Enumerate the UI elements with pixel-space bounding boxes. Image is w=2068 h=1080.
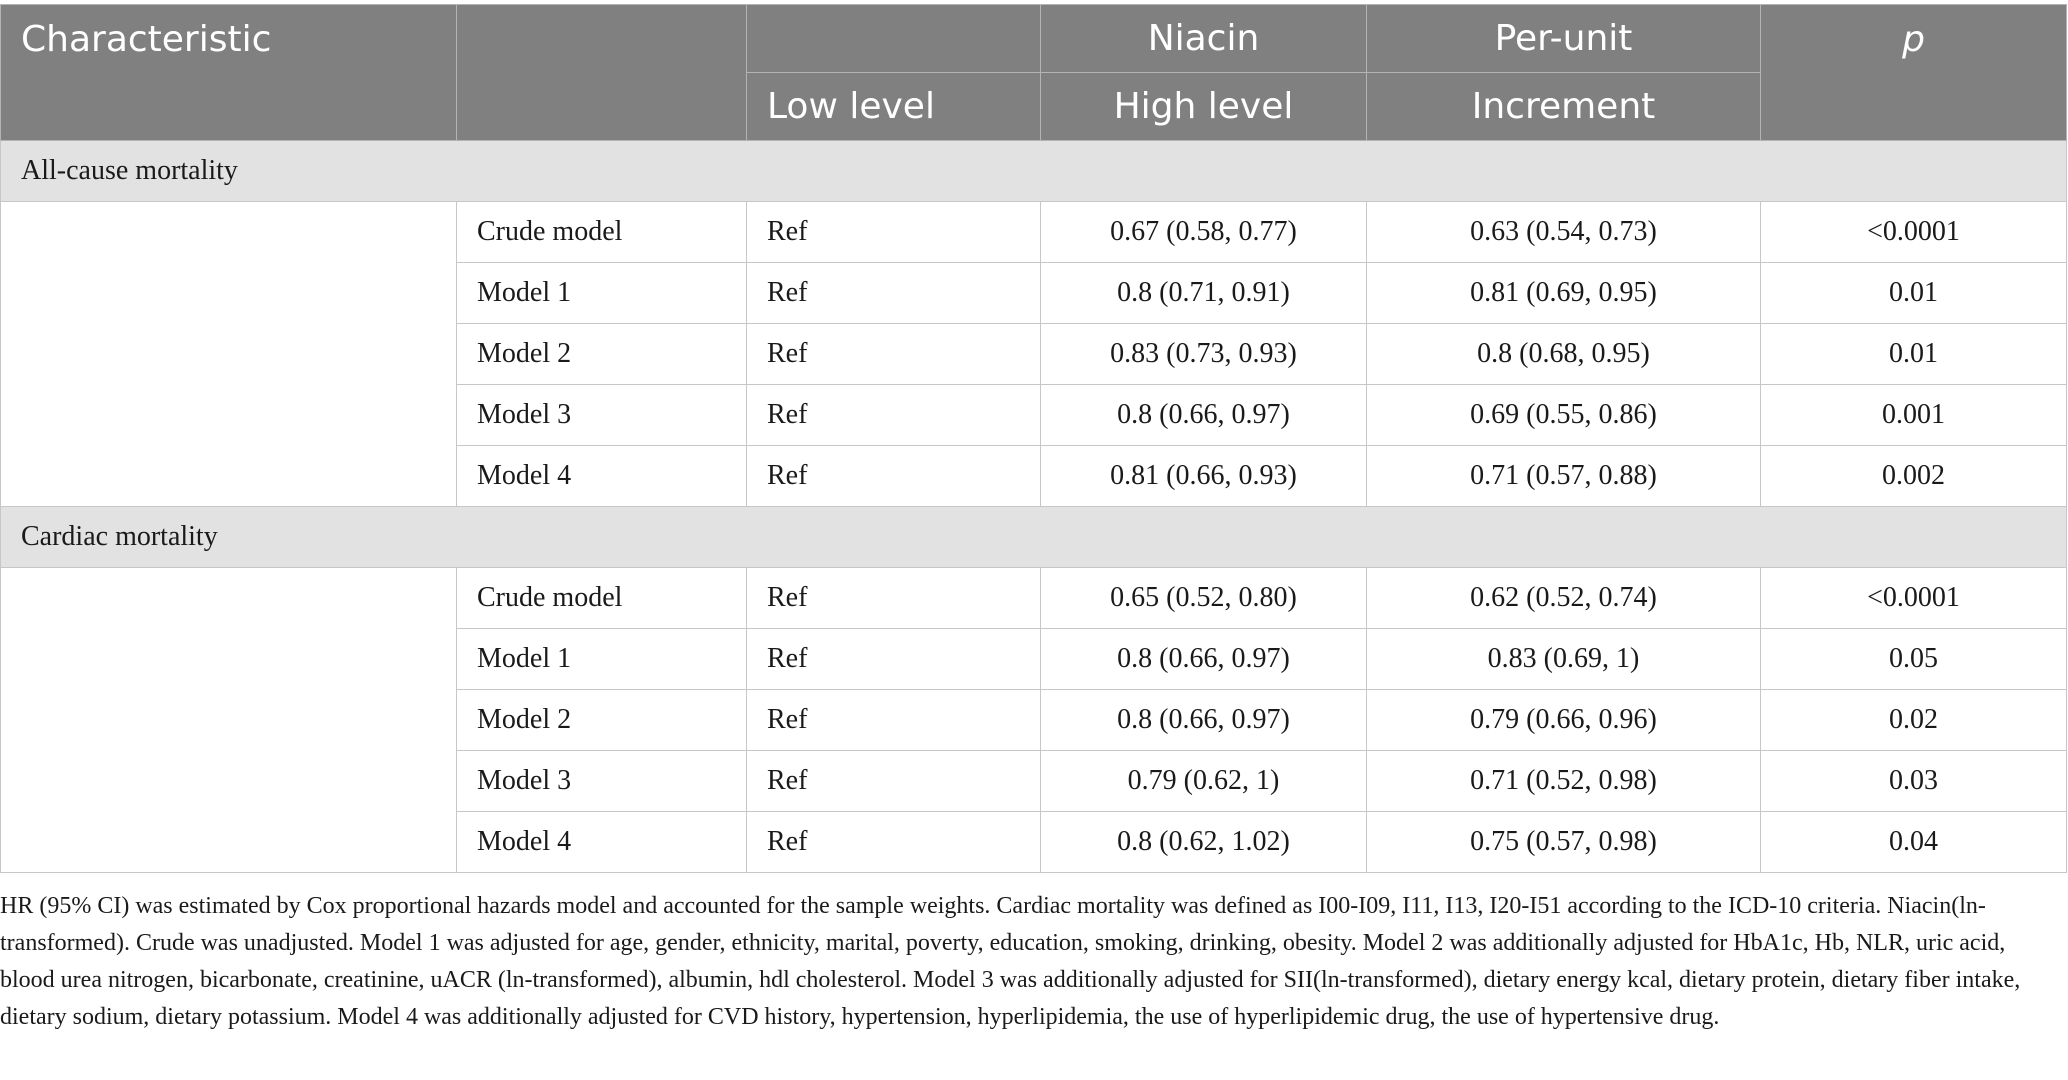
section-row	[1, 141, 2067, 202]
increment-cell: 0.81 (0.69, 0.95)	[1367, 263, 1761, 324]
model-cell: Crude model	[457, 568, 747, 629]
p-value-cell: 0.01	[1761, 324, 2067, 385]
increment-cell: 0.79 (0.66, 0.96)	[1367, 690, 1761, 751]
high-level-cell: 0.8 (0.62, 1.02)	[1041, 812, 1367, 873]
p-value-cell: 0.002	[1761, 446, 2067, 507]
header-high-level: High level	[1041, 73, 1367, 141]
table-body	[1, 141, 2067, 873]
p-value-cell: 0.02	[1761, 690, 2067, 751]
header-increment: Increment	[1367, 73, 1761, 141]
low-level-cell: Ref	[747, 324, 1041, 385]
section-title: Cardiac mortality	[1, 507, 2067, 568]
high-level-cell: 0.65 (0.52, 0.80)	[1041, 568, 1367, 629]
increment-cell: 0.62 (0.52, 0.74)	[1367, 568, 1761, 629]
low-level-cell: Ref	[747, 202, 1041, 263]
header-empty-model	[457, 5, 747, 141]
low-level-cell: Ref	[747, 568, 1041, 629]
increment-cell: 0.69 (0.55, 0.86)	[1367, 385, 1761, 446]
increment-cell: 0.83 (0.69, 1)	[1367, 629, 1761, 690]
p-value-cell: 0.01	[1761, 263, 2067, 324]
p-value-cell: 0.03	[1761, 751, 2067, 812]
low-level-cell: Ref	[747, 446, 1041, 507]
high-level-cell: 0.8 (0.71, 0.91)	[1041, 263, 1367, 324]
increment-cell: 0.63 (0.54, 0.73)	[1367, 202, 1761, 263]
high-level-cell: 0.79 (0.62, 1)	[1041, 751, 1367, 812]
p-value-cell: <0.0001	[1761, 568, 2067, 629]
header-p: p	[1761, 5, 2067, 141]
model-cell: Model 4	[457, 446, 747, 507]
low-level-cell: Ref	[747, 812, 1041, 873]
header-per-unit: Per-unit	[1367, 5, 1761, 73]
blank-cell	[1, 202, 457, 507]
model-cell: Model 2	[457, 324, 747, 385]
header-characteristic: Characteristic	[1, 5, 457, 141]
section-row	[1, 507, 2067, 568]
section-title: All-cause mortality	[1, 141, 2067, 202]
low-level-cell: Ref	[747, 385, 1041, 446]
model-cell: Model 3	[457, 385, 747, 446]
low-level-cell: Ref	[747, 751, 1041, 812]
model-cell: Model 3	[457, 751, 747, 812]
p-value-cell: 0.05	[1761, 629, 2067, 690]
model-cell: Crude model	[457, 202, 747, 263]
high-level-cell: 0.83 (0.73, 0.93)	[1041, 324, 1367, 385]
table-row	[1, 568, 2067, 629]
increment-cell: 0.75 (0.57, 0.98)	[1367, 812, 1761, 873]
header-niacin: Niacin	[1041, 5, 1367, 73]
high-level-cell: 0.8 (0.66, 0.97)	[1041, 690, 1367, 751]
low-level-cell: Ref	[747, 690, 1041, 751]
blank-cell	[1, 568, 457, 873]
high-level-cell: 0.8 (0.66, 0.97)	[1041, 629, 1367, 690]
model-cell: Model 1	[457, 263, 747, 324]
p-value-cell: 0.04	[1761, 812, 2067, 873]
high-level-cell: 0.81 (0.66, 0.93)	[1041, 446, 1367, 507]
results-table	[0, 4, 2067, 873]
high-level-cell: 0.8 (0.66, 0.97)	[1041, 385, 1367, 446]
model-cell: Model 1	[457, 629, 747, 690]
table-row	[1, 202, 2067, 263]
increment-cell: 0.8 (0.68, 0.95)	[1367, 324, 1761, 385]
p-value-cell: <0.0001	[1761, 202, 2067, 263]
header-low-level: Low level	[747, 73, 1041, 141]
increment-cell: 0.71 (0.52, 0.98)	[1367, 751, 1761, 812]
low-level-cell: Ref	[747, 629, 1041, 690]
increment-cell: 0.71 (0.57, 0.88)	[1367, 446, 1761, 507]
table-header	[1, 5, 2067, 141]
header-empty-low	[747, 5, 1041, 73]
high-level-cell: 0.67 (0.58, 0.77)	[1041, 202, 1367, 263]
table-footnote: HR (95% CI) was estimated by Cox proportional hazards model and accounted for the sample weights. Cardiac mortality was defined as I00-I09, I11, I13, I20-I51 according to the ICD-10 criteria. Niacin(ln-transformed). Crude was unadjusted. Model 1 was adjusted for age, gender, ethnicity, marital, poverty, education, smoking, drinking, obesity. Model 2 was additionally adjusted for HbA1c, Hb, NLR, uric acid, blood urea nitrogen, bicarbonate, creatinine, uACR (ln-transformed), albumin, hdl cholesterol. Model 3 was additionally adjusted for SII(ln-transformed), dietary energy kcal, dietary protein, dietary fiber intake, dietary sodium, dietary potassium. Model 4 was additionally adjusted for CVD history, hypertension, hyperlipidemia, the use of hyperlipidemic drug, the use of hypertensive drug.	[0, 893, 2021, 1030]
model-cell: Model 4	[457, 812, 747, 873]
p-value-cell: 0.001	[1761, 385, 2067, 446]
low-level-cell: Ref	[747, 263, 1041, 324]
model-cell: Model 2	[457, 690, 747, 751]
